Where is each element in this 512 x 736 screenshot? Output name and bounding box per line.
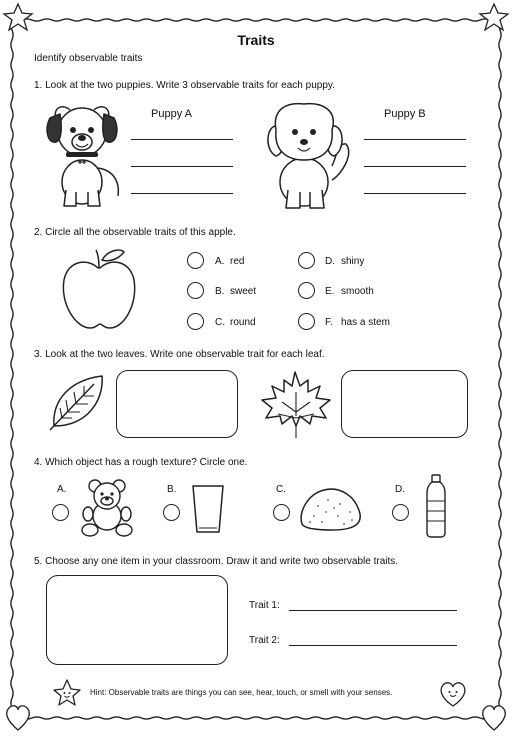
option-c-letter: C. (215, 317, 225, 328)
option-e-letter: E. (325, 286, 335, 297)
question-5-prompt: 5. Choose any one item in your classroom. Draw it and write two observable traits. (34, 556, 399, 567)
object-c-letter: C. (276, 484, 286, 495)
leaf-1-answer-box[interactable] (116, 370, 238, 438)
option-f-letter: F. (325, 317, 333, 328)
water-bottle-icon (424, 473, 448, 539)
question-3-prompt: 3. Look at the two leaves. Write one observable trait for each leaf. (34, 349, 325, 360)
puppy-b-trait-line[interactable] (364, 166, 466, 167)
page-subtitle: Identify observable traits (34, 53, 143, 64)
teddy-bear-icon (80, 478, 134, 538)
option-d-circle[interactable] (298, 252, 315, 269)
question-4-prompt: 4. Which object has a rough texture? Circle one. (34, 457, 248, 468)
drawing-box[interactable] (46, 575, 228, 665)
puppy-b-trait-line[interactable] (364, 193, 466, 194)
object-d-letter: D. (395, 484, 405, 495)
option-d-text: shiny (341, 256, 365, 267)
maple-leaf-icon (256, 368, 334, 440)
option-f-text: has a stem (341, 317, 390, 328)
object-a-circle[interactable] (52, 504, 69, 521)
option-e-circle[interactable] (298, 282, 315, 299)
star-corner-icon (4, 4, 508, 30)
option-b-circle[interactable] (187, 282, 204, 299)
option-a-circle[interactable] (187, 252, 204, 269)
option-c-text: round (230, 317, 256, 328)
option-e-text: smooth (341, 286, 374, 297)
trait-2-label: Trait 2: (249, 635, 280, 646)
puppy-b-trait-line[interactable] (364, 139, 466, 140)
trait-2-line[interactable] (289, 645, 457, 646)
puppy-b-label: Puppy B (384, 108, 426, 120)
heart-face-icon (438, 680, 468, 708)
hint-text: Hint: Observable traits are things you can see, hear, touch, or smell with your senses. (90, 688, 393, 697)
trait-1-label: Trait 1: (249, 600, 280, 611)
puppy-a-trait-line[interactable] (131, 166, 233, 167)
question-1-prompt: 1. Look at the two puppies. Write 3 observable traits for each puppy. (34, 80, 335, 91)
option-a-text: red (230, 256, 245, 267)
glass-icon (190, 484, 226, 536)
puppy-b-icon (262, 100, 357, 212)
star-face-icon (52, 678, 82, 708)
option-b-text: sweet (230, 286, 257, 297)
puppy-a-label: Puppy A (151, 108, 192, 120)
object-b-circle[interactable] (163, 504, 180, 521)
option-b-letter: B. (215, 286, 225, 297)
question-2-prompt: 2. Circle all the observable traits of this apple. (34, 227, 236, 238)
apple-icon (60, 246, 138, 332)
object-b-letter: B. (167, 484, 177, 495)
object-a-letter: A. (57, 484, 67, 495)
puppy-a-trait-line[interactable] (131, 139, 233, 140)
rock-icon (298, 486, 364, 532)
leaf-icon (48, 372, 108, 432)
puppy-a-trait-line[interactable] (131, 193, 233, 194)
object-c-circle[interactable] (273, 504, 290, 521)
object-d-circle[interactable] (392, 504, 409, 521)
page-title: Traits (237, 32, 275, 48)
leaf-2-answer-box[interactable] (341, 370, 468, 438)
option-a-letter: A. (215, 256, 225, 267)
option-d-letter: D. (325, 256, 335, 267)
trait-1-line[interactable] (289, 610, 457, 611)
option-f-circle[interactable] (298, 313, 315, 330)
puppy-a-icon (40, 100, 125, 210)
option-c-circle[interactable] (187, 313, 204, 330)
